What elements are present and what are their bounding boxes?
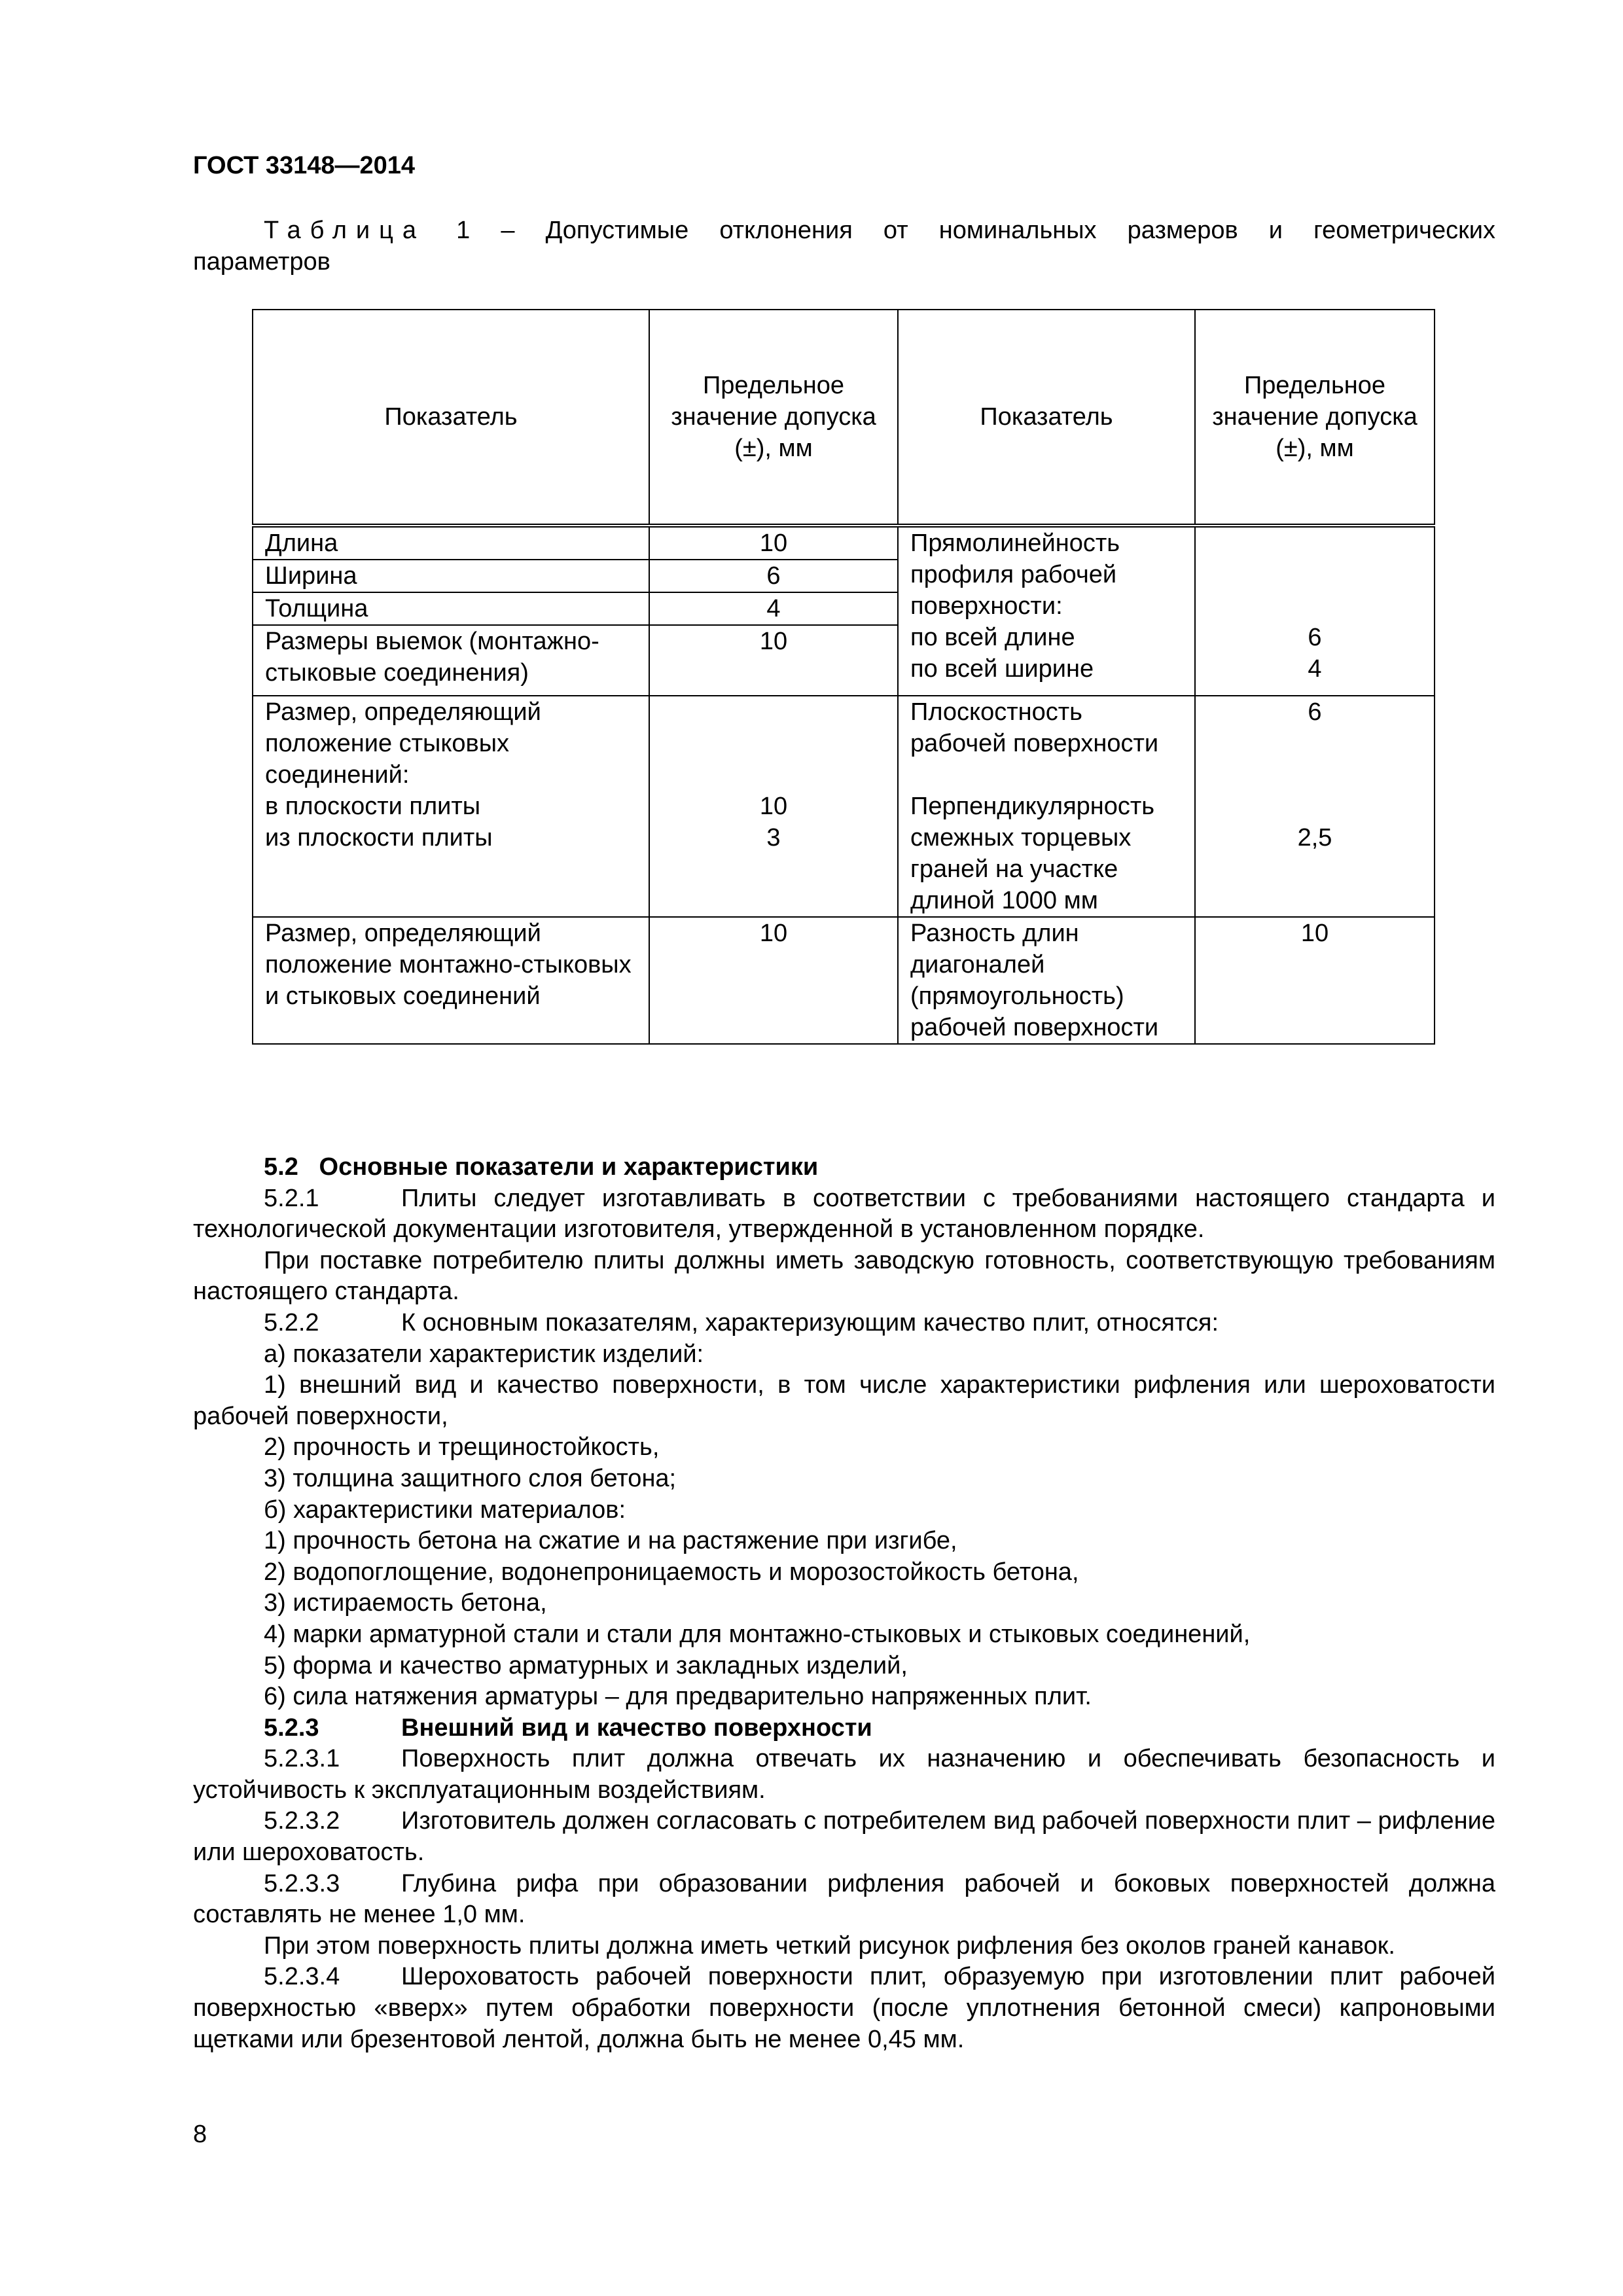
list-item: 6) сила натяжения арматуры – для предварительно напряженных плит. — [264, 1683, 1092, 1711]
cell-diagonal-value: 10 — [1195, 917, 1435, 1044]
table-caption — [193, 215, 1495, 278]
cell-mounting-joint-label: Размер, определяющий положение монтажно-стыковых и стыковых соединений — [253, 917, 649, 1044]
cell-length-value: 10 — [649, 526, 898, 560]
paragraph: При этом поверхность плиты должна иметь четкий рисунок рифления без околов граней канавок. — [264, 1931, 1395, 1960]
list-item: 2) прочность и трещиностойкость, — [264, 1433, 660, 1462]
cell-recess-label: Размеры выемок (монтажно-стыковые соединения) — [253, 625, 649, 696]
paragraph-text: Изготовитель должен согласовать с потребителем вид рабочей поверхности плит – рифление или шероховатость. — [193, 1807, 1495, 1867]
cell-joint-position — [253, 696, 649, 917]
header-indicator-right: Показатель — [898, 310, 1195, 526]
list-item: 2) водопоглощение, водонепроницаемость и морозостойкость бетона, — [264, 1558, 1079, 1586]
straightness-label: Прямолинейность профиля рабочей поверхности: — [910, 529, 1120, 620]
paragraph-text: Поверхность плит должна отвечать их назначению и обеспечивать безопасность и устойчивость к эксплуатационным воздействиям. — [193, 1745, 1495, 1804]
straightness-length-label: по всей длине — [910, 624, 1075, 651]
table-caption-number: 1 — [456, 217, 471, 244]
joint-in-plane-label: в плоскости плиты — [265, 793, 481, 820]
cell-flatness-perpendicularity-values — [1195, 696, 1435, 917]
table-caption-line2: параметров — [193, 248, 330, 276]
cell-mounting-joint-value: 10 — [649, 917, 898, 1044]
paragraph-number: 5.2.3.1 — [264, 1745, 340, 1773]
joint-in-plane-value: 10 — [759, 793, 788, 820]
straightness-length-value: 6 — [1308, 624, 1322, 651]
document-header: ГОСТ 33148—2014 — [193, 152, 416, 179]
paragraph-number: 5.2.3.4 — [264, 1963, 340, 1991]
cell-joint-position-values — [649, 696, 898, 917]
cell-width-label: Ширина — [253, 560, 649, 592]
list-item: а) показатели характеристик изделий: — [264, 1340, 704, 1368]
cell-recess-value: 10 — [649, 625, 898, 696]
table-caption-word6: и — [1268, 217, 1283, 244]
section-body — [193, 1152, 1495, 2055]
paragraph-5-2-2 — [193, 1308, 1495, 1339]
perpendicularity-label: Перпендикулярность смежных торцевых граней на участке длиной 1000 мм — [910, 793, 1155, 914]
table-row — [253, 526, 1435, 560]
flatness-value: 6 — [1308, 698, 1322, 726]
table-row — [253, 917, 1435, 1044]
paragraph-number: 5.2.3.3 — [264, 1869, 340, 1897]
paragraph-number: 5.2.1 — [264, 1184, 319, 1212]
header-indicator-left: Показатель — [253, 310, 649, 526]
paragraph-5-2-3-3 — [193, 1869, 1495, 1931]
table-caption-line1 — [193, 215, 1495, 246]
cell-straightness — [898, 526, 1195, 696]
list-item: 3) толщина защитного слоя бетона; — [264, 1464, 677, 1492]
header-tolerance-right: Предельное значение допуска (±), мм — [1195, 310, 1435, 526]
joint-out-plane-value: 3 — [766, 824, 781, 852]
paragraph-number: 5.2.3.2 — [264, 1807, 340, 1835]
joint-out-plane-label: из плоскости плиты — [265, 824, 493, 852]
paragraph-text: Глубина рифа при образовании рифления рабочей и боковых поверхностей должна составлять не менее 1,0 мм. — [193, 1869, 1495, 1929]
cell-thickness-label: Толщина — [253, 592, 649, 625]
table-row — [253, 696, 1435, 917]
table-caption-word1: Допустимые — [545, 217, 689, 244]
paragraph-5-2-3-4 — [193, 1962, 1495, 2055]
cell-width-value: 6 — [649, 560, 898, 592]
perpendicularity-value: 2,5 — [1297, 824, 1332, 852]
straightness-width-label: по всей ширине — [910, 655, 1094, 683]
joint-position-label: Размер, определяющий положение стыковых соединений: — [265, 698, 541, 789]
cell-thickness-value: 4 — [649, 592, 898, 625]
list-item: 3) истираемость бетона, — [264, 1589, 547, 1617]
table-header-row — [253, 310, 1435, 526]
list-item: 4) марки арматурной стали и стали для монтажно-стыковых и стыковых соединений, — [264, 1620, 1251, 1648]
page-number: 8 — [193, 2121, 207, 2148]
cell-diagonal-label: Разность длин диагоналей (прямоугольность) рабочей поверхности — [898, 917, 1195, 1044]
section-title: Основные показатели и характеристики — [319, 1153, 819, 1181]
section-number: 5.2.3 — [264, 1713, 319, 1742]
table-caption-word5: размеров — [1127, 217, 1238, 244]
table-caption-word7: геометрических — [1313, 217, 1495, 244]
section-number: 5.2 — [264, 1153, 298, 1181]
paragraph-number: 5.2.2 — [264, 1308, 319, 1336]
section-title: Внешний вид и качество поверхности — [401, 1713, 872, 1742]
list-item: б) характеристики материалов: — [264, 1496, 626, 1524]
paragraph-5-2-1 — [193, 1183, 1495, 1246]
paragraph-5-2-3-2 — [193, 1806, 1495, 1868]
paragraph-text: Плиты следует изготавливать в соответствии с требованиями настоящего стандарта и технологической документации изготовителя, утвержденной в установленном порядке. — [193, 1184, 1495, 1244]
flatness-label: Плоскостность рабочей поверхности — [910, 698, 1159, 757]
list-item: 5) форма и качество арматурных и закладных изделий, — [264, 1651, 908, 1679]
table-caption-word3: от — [883, 217, 908, 244]
cell-flatness-perpendicularity — [898, 696, 1195, 917]
section-5-2-heading — [193, 1152, 1495, 1183]
table-caption-word2: отклонения — [719, 217, 853, 244]
paragraph-5-2-3-1 — [193, 1744, 1495, 1806]
list-item: 1) прочность бетона на сжатие и на растяжение при изгибе, — [264, 1527, 957, 1555]
table-caption-word4: номинальных — [938, 217, 1097, 244]
cell-straightness-values — [1195, 526, 1435, 696]
table-caption-word: Таблица — [264, 217, 425, 244]
straightness-width-value: 4 — [1308, 655, 1322, 683]
cell-length-label: Длина — [253, 526, 649, 560]
table-caption-dash: – — [501, 217, 515, 244]
paragraph-text: Шероховатость рабочей поверхности плит, образуемую при изготовлении плит рабочей поверхностью «вверх» путем обработки поверхности (после уплотнения бетонной смеси) капроновыми щетками или брезентовой лентой, должна быть не менее 0,45 мм. — [193, 1963, 1495, 2053]
section-5-2-3-heading — [193, 1713, 1495, 1744]
tolerance-table — [252, 309, 1435, 1045]
paragraph: При поставке потребителю плиты должны иметь заводскую готовность, соответствующую требованиям настоящего стандарта. — [193, 1246, 1495, 1306]
header-tolerance-left: Предельное значение допуска (±), мм — [649, 310, 898, 526]
paragraph-text: К основным показателям, характеризующим качество плит, относятся: — [401, 1308, 1219, 1336]
list-item: 1) внешний вид и качество поверхности, в том числе характеристики рифления или шероховатости рабочей поверхности, — [193, 1371, 1495, 1430]
